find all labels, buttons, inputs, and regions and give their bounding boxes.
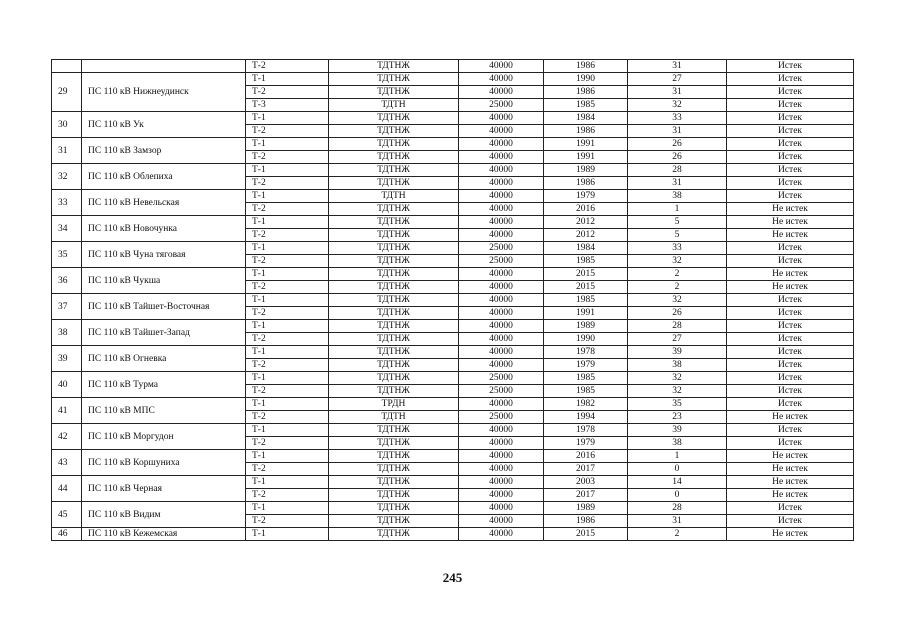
year-cell: 2015 [544,281,628,294]
status-cell: Истек [727,125,854,138]
year-cell: 1990 [544,73,628,86]
power-cell: 40000 [459,294,544,307]
status-cell: Не истек [727,476,854,489]
status-cell: Истек [727,151,854,164]
status-cell: Истек [727,385,854,398]
substation-cell: ПС 110 кВ Огневка [82,346,246,372]
type-cell: ТДТНЖ [329,424,459,437]
status-cell: Истек [727,86,854,99]
type-cell: ТДТН [329,190,459,203]
age-cell: 5 [628,216,727,229]
transformer-cell: Т-2 [246,281,329,294]
transformer-cell: Т-1 [246,164,329,177]
type-cell: ТДТН [329,99,459,112]
substation-cell: ПС 110 кВ Кежемская [82,528,246,541]
transformer-cell: Т-1 [246,372,329,385]
status-cell: Не истек [727,528,854,541]
status-cell: Истек [727,346,854,359]
table-row [52,476,854,489]
type-cell: ТДТНЖ [329,255,459,268]
age-cell: 14 [628,476,727,489]
age-cell: 2 [628,528,727,541]
age-cell: 32 [628,99,727,112]
transformer-cell: Т-2 [246,151,329,164]
status-cell: Не истек [727,216,854,229]
substation-cell [82,60,246,73]
age-cell: 2 [628,268,727,281]
status-cell: Не истек [727,450,854,463]
transformer-cell: Т-2 [246,437,329,450]
age-cell: 39 [628,424,727,437]
power-cell: 40000 [459,450,544,463]
substation-cell: ПС 110 кВ Новочунка [82,216,246,242]
year-cell: 1982 [544,398,628,411]
power-cell: 40000 [459,476,544,489]
status-cell: Истек [727,502,854,515]
power-cell: 40000 [459,333,544,346]
type-cell: ТДТНЖ [329,307,459,320]
transformer-cell: Т-2 [246,177,329,190]
transformer-cell: Т-1 [246,346,329,359]
year-cell: 1991 [544,151,628,164]
number-cell: 33 [52,190,82,216]
substation-cell: ПС 110 кВ Облепиха [82,164,246,190]
age-cell: 38 [628,437,727,450]
year-cell: 1979 [544,190,628,203]
power-cell: 25000 [459,255,544,268]
transformer-cell: Т-1 [246,268,329,281]
year-cell: 1989 [544,164,628,177]
year-cell: 2017 [544,489,628,502]
year-cell: 2003 [544,476,628,489]
number-cell: 45 [52,502,82,528]
transformer-cell: Т-1 [246,294,329,307]
year-cell: 1990 [544,333,628,346]
transformer-table [51,59,854,541]
age-cell: 33 [628,242,727,255]
substation-cell: ПС 110 кВ Замзор [82,138,246,164]
status-cell: Истек [727,437,854,450]
year-cell: 2016 [544,450,628,463]
transformer-cell: Т-1 [246,138,329,151]
power-cell: 40000 [459,164,544,177]
transformer-cell: Т-2 [246,385,329,398]
transformer-cell: Т-1 [246,502,329,515]
year-cell: 2012 [544,216,628,229]
age-cell: 32 [628,294,727,307]
age-cell: 32 [628,255,727,268]
year-cell: 1979 [544,359,628,372]
table-row [52,164,854,177]
age-cell: 1 [628,450,727,463]
status-cell: Не истек [727,229,854,242]
age-cell: 31 [628,60,727,73]
power-cell: 25000 [459,242,544,255]
year-cell: 1986 [544,125,628,138]
number-cell: 30 [52,112,82,138]
year-cell: 2012 [544,229,628,242]
substation-cell: ПС 110 кВ МПС [82,398,246,424]
transformer-cell: Т-2 [246,60,329,73]
year-cell: 1978 [544,346,628,359]
year-cell: 1986 [544,177,628,190]
status-cell: Истек [727,398,854,411]
table-row [52,190,854,203]
type-cell: ТДТНЖ [329,515,459,528]
table-body [52,60,854,541]
substation-cell: ПС 110 кВ Нижнеудинск [82,73,246,112]
year-cell: 1986 [544,86,628,99]
power-cell: 40000 [459,268,544,281]
number-cell: 40 [52,372,82,398]
status-cell: Истек [727,320,854,333]
number-cell: 29 [52,73,82,112]
table-row [52,346,854,359]
status-cell: Истек [727,333,854,346]
type-cell: ТДТНЖ [329,320,459,333]
status-cell: Истек [727,190,854,203]
power-cell: 40000 [459,203,544,216]
page-number: 245 [442,570,463,585]
number-cell: 31 [52,138,82,164]
number-cell: 36 [52,268,82,294]
age-cell: 33 [628,112,727,125]
age-cell: 32 [628,372,727,385]
status-cell: Истек [727,99,854,112]
type-cell: ТДТНЖ [329,437,459,450]
table-row [52,73,854,86]
status-cell: Истек [727,164,854,177]
power-cell: 40000 [459,528,544,541]
status-cell: Истек [727,424,854,437]
status-cell: Не истек [727,203,854,216]
status-cell: Истек [727,177,854,190]
table-row [52,294,854,307]
status-cell: Истек [727,515,854,528]
type-cell: ТДТНЖ [329,73,459,86]
substation-cell: ПС 110 кВ Моргудон [82,424,246,450]
age-cell: 26 [628,151,727,164]
status-cell: Истек [727,359,854,372]
substation-cell: ПС 110 кВ Чукша [82,268,246,294]
type-cell: ТДТНЖ [329,359,459,372]
status-cell: Не истек [727,281,854,294]
substation-cell: ПС 110 кВ Тайшет-Восточная [82,294,246,320]
power-cell: 25000 [459,385,544,398]
year-cell: 2016 [544,203,628,216]
power-cell: 40000 [459,398,544,411]
table-row [52,60,854,73]
status-cell: Не истек [727,411,854,424]
status-cell: Не истек [727,489,854,502]
type-cell: ТДТНЖ [329,86,459,99]
transformer-cell: Т-2 [246,411,329,424]
age-cell: 32 [628,385,727,398]
age-cell: 31 [628,86,727,99]
substation-cell: ПС 110 кВ Видим [82,502,246,528]
type-cell: ТДТНЖ [329,281,459,294]
transformer-cell: Т-1 [246,424,329,437]
age-cell: 31 [628,177,727,190]
number-cell: 43 [52,450,82,476]
type-cell: ТДТНЖ [329,138,459,151]
type-cell: ТДТНЖ [329,333,459,346]
type-cell: ТДТНЖ [329,346,459,359]
table-row [52,268,854,281]
type-cell: ТДТНЖ [329,177,459,190]
age-cell: 26 [628,307,727,320]
table-row [52,424,854,437]
power-cell: 40000 [459,138,544,151]
transformer-cell: Т-2 [246,515,329,528]
year-cell: 1991 [544,307,628,320]
type-cell: ТДТНЖ [329,489,459,502]
transformer-cell: Т-2 [246,463,329,476]
number-cell: 46 [52,528,82,541]
transformer-cell: Т-1 [246,190,329,203]
type-cell: ТДТНЖ [329,476,459,489]
status-cell: Истек [727,372,854,385]
transformer-cell: Т-1 [246,450,329,463]
age-cell: 0 [628,463,727,476]
power-cell: 40000 [459,463,544,476]
table-row [52,372,854,385]
age-cell: 5 [628,229,727,242]
power-cell: 40000 [459,502,544,515]
transformer-cell: Т-1 [246,73,329,86]
table-row [52,216,854,229]
power-cell: 40000 [459,216,544,229]
year-cell: 2015 [544,528,628,541]
transformer-cell: Т-2 [246,307,329,320]
table-row [52,502,854,515]
power-cell: 40000 [459,346,544,359]
power-cell: 40000 [459,229,544,242]
age-cell: 26 [628,138,727,151]
table-row [52,242,854,255]
age-cell: 28 [628,164,727,177]
power-cell: 40000 [459,60,544,73]
type-cell: ТДТНЖ [329,463,459,476]
age-cell: 31 [628,515,727,528]
type-cell: ТДТНЖ [329,502,459,515]
type-cell: ТДТНЖ [329,294,459,307]
type-cell: ТДТНЖ [329,125,459,138]
year-cell: 1989 [544,320,628,333]
status-cell: Не истек [727,463,854,476]
type-cell: ТДТНЖ [329,216,459,229]
year-cell: 1991 [544,138,628,151]
transformer-cell: Т-2 [246,359,329,372]
transformer-cell: Т-1 [246,320,329,333]
power-cell: 40000 [459,86,544,99]
power-cell: 40000 [459,320,544,333]
year-cell: 1984 [544,112,628,125]
age-cell: 1 [628,203,727,216]
age-cell: 38 [628,190,727,203]
type-cell: ТДТНЖ [329,528,459,541]
year-cell: 2017 [544,463,628,476]
year-cell: 1989 [544,502,628,515]
transformer-cell: Т-2 [246,489,329,502]
number-cell: 39 [52,346,82,372]
power-cell: 40000 [459,151,544,164]
power-cell: 40000 [459,177,544,190]
type-cell: ТДТНЖ [329,268,459,281]
status-cell: Не истек [727,268,854,281]
power-cell: 40000 [459,359,544,372]
status-cell: Истек [727,294,854,307]
type-cell: ТДТНЖ [329,242,459,255]
table-row [52,450,854,463]
age-cell: 39 [628,346,727,359]
status-cell: Истек [727,73,854,86]
number-cell: 34 [52,216,82,242]
substation-cell: ПС 110 кВ Турма [82,372,246,398]
table-row [52,138,854,151]
substation-cell: ПС 110 кВ Невельская [82,190,246,216]
status-cell: Истек [727,255,854,268]
year-cell: 2015 [544,268,628,281]
type-cell: ТДТНЖ [329,60,459,73]
type-cell: ТДТНЖ [329,164,459,177]
age-cell: 27 [628,73,727,86]
power-cell: 40000 [459,112,544,125]
status-cell: Истек [727,112,854,125]
transformer-cell: Т-3 [246,99,329,112]
type-cell: ТДТНЖ [329,112,459,125]
transformer-cell: Т-2 [246,203,329,216]
power-cell: 25000 [459,99,544,112]
type-cell: ТДТНЖ [329,385,459,398]
type-cell: ТДТНЖ [329,203,459,216]
year-cell: 1985 [544,99,628,112]
table-row [52,320,854,333]
power-cell: 40000 [459,190,544,203]
type-cell: ТДТНЖ [329,450,459,463]
transformer-cell: Т-2 [246,86,329,99]
table-row [52,112,854,125]
age-cell: 28 [628,502,727,515]
number-cell: 32 [52,164,82,190]
transformer-cell: Т-1 [246,112,329,125]
transformer-table-container [51,59,854,541]
age-cell: 28 [628,320,727,333]
age-cell: 35 [628,398,727,411]
year-cell: 1984 [544,242,628,255]
number-cell: 42 [52,424,82,450]
type-cell: ТДТНЖ [329,372,459,385]
table-row [52,528,854,541]
substation-cell: ПС 110 кВ Ук [82,112,246,138]
transformer-cell: Т-2 [246,229,329,242]
substation-cell: ПС 110 кВ Тайшет-Запад [82,320,246,346]
number-cell: 38 [52,320,82,346]
year-cell: 1986 [544,60,628,73]
power-cell: 40000 [459,281,544,294]
status-cell: Истек [727,242,854,255]
number-cell: 35 [52,242,82,268]
power-cell: 25000 [459,411,544,424]
power-cell: 40000 [459,125,544,138]
transformer-cell: Т-1 [246,398,329,411]
power-cell: 40000 [459,424,544,437]
power-cell: 25000 [459,372,544,385]
transformer-cell: Т-1 [246,242,329,255]
power-cell: 40000 [459,437,544,450]
substation-cell: ПС 110 кВ Коршуниха [82,450,246,476]
table-row [52,398,854,411]
transformer-cell: Т-2 [246,333,329,346]
year-cell: 1985 [544,294,628,307]
year-cell: 1978 [544,424,628,437]
type-cell: ТДТНЖ [329,229,459,242]
age-cell: 23 [628,411,727,424]
transformer-cell: Т-1 [246,528,329,541]
year-cell: 1979 [544,437,628,450]
status-cell: Истек [727,307,854,320]
age-cell: 38 [628,359,727,372]
number-cell [52,60,82,73]
year-cell: 1986 [544,515,628,528]
power-cell: 40000 [459,73,544,86]
age-cell: 27 [628,333,727,346]
year-cell: 1994 [544,411,628,424]
age-cell: 31 [628,125,727,138]
transformer-cell: Т-2 [246,125,329,138]
type-cell: ТДТНЖ [329,151,459,164]
number-cell: 41 [52,398,82,424]
transformer-cell: Т-2 [246,255,329,268]
status-cell: Истек [727,60,854,73]
transformer-cell: Т-1 [246,476,329,489]
status-cell: Истек [727,138,854,151]
age-cell: 2 [628,281,727,294]
type-cell: ТРДН [329,398,459,411]
substation-cell: ПС 110 кВ Чуна тяговая [82,242,246,268]
transformer-cell: Т-1 [246,216,329,229]
age-cell: 0 [628,489,727,502]
number-cell: 44 [52,476,82,502]
number-cell: 37 [52,294,82,320]
year-cell: 1985 [544,255,628,268]
type-cell: ТДТН [329,411,459,424]
power-cell: 40000 [459,489,544,502]
year-cell: 1985 [544,385,628,398]
power-cell: 40000 [459,515,544,528]
year-cell: 1985 [544,372,628,385]
substation-cell: ПС 110 кВ Черная [82,476,246,502]
power-cell: 40000 [459,307,544,320]
